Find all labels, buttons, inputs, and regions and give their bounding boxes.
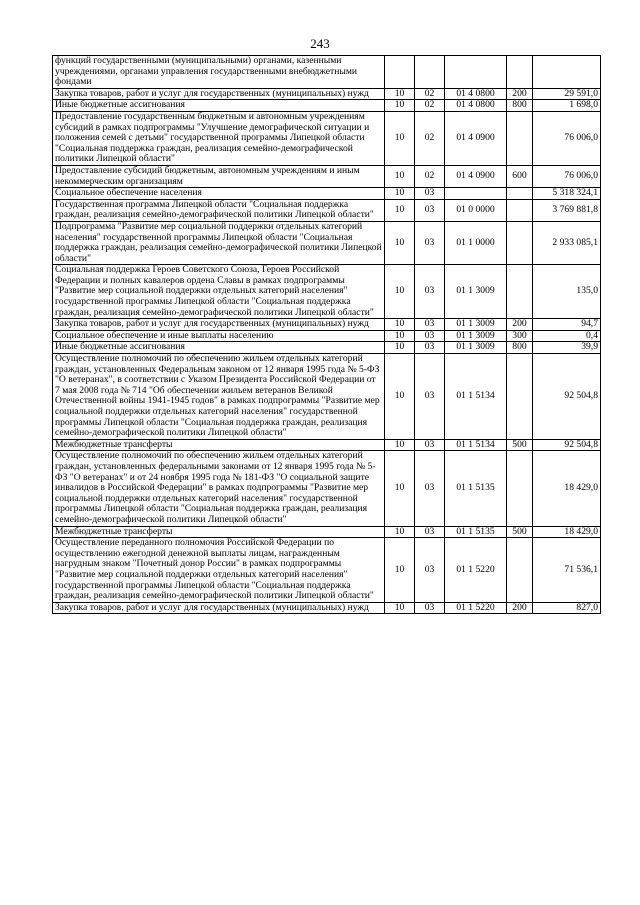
row-amount-cell: 18 429,0 — [533, 451, 601, 526]
row-subsection-cell: 02 — [415, 100, 445, 112]
row-target-article-cell: 01 1 5134 — [445, 354, 507, 440]
row-name-cell: функций государственными (муниципальными) органами, казенными учреждениями, органами управления государственными внебюджетными фондами — [53, 56, 385, 89]
table-row — [53, 265, 601, 319]
table-row — [53, 88, 601, 100]
row-expense-type-cell: 200 — [507, 602, 533, 614]
row-section-cell — [385, 56, 415, 89]
row-name-cell: Социальное обеспечение населения — [53, 188, 385, 200]
row-name-cell: Социальное обеспечение и иные выплаты населению — [53, 330, 385, 342]
row-target-article-cell: 01 4 0900 — [445, 165, 507, 187]
row-section-cell: 10 — [385, 342, 415, 354]
row-name-cell: Осуществление полномочий по обеспечению жильем отдельных категорий граждан, установленных Федеральным законом от 12 января 1995 года № 5-ФЗ "О ветеранах", в соответствии с Указом Президента Российской Федерации от 7 мая 2008 года № 714 "Об обеспечении жильем ветеранов Великой Отечественной войны 1941-1945 годов" в рамках подпрограммы "Развитие мер социальной поддержки отдельных категорий населения" государственной программы Липецкой области "Социальная поддержка граждан, реализация семейно-демографической политики Липецкой области" — [53, 354, 385, 440]
row-subsection-cell: 03 — [415, 342, 445, 354]
row-target-article-cell: 01 4 0900 — [445, 111, 507, 165]
row-subsection-cell: 03 — [415, 188, 445, 200]
table-row — [53, 354, 601, 440]
row-target-article-cell: 01 0 0000 — [445, 199, 507, 221]
row-name-cell: Осуществление полномочий по обеспечению жильем отдельных категорий граждан, установленных федеральными законами от 12 января 1995 года № 5-ФЗ "О ветеранах" и от 24 ноября 1995 года № 181-ФЗ "О социальной защите инвалидов в Российской Федерации" в рамках подпрограммы "Развитие мер социальной поддержки отдельных категорий населения" государственной программы Липецкой области "Социальная поддержка граждан, реализация семейно-демографической политики Липецкой области" — [53, 451, 385, 526]
row-expense-type-cell — [507, 56, 533, 89]
row-name-cell: Осуществление переданного полномочия Российской Федерации по осуществлению ежегодной денежной выплаты лицам, награжденным нагрудным знаком "Почетный донор России" в рамках подпрограммы "Развитие мер социальной поддержки отдельных категорий населения" государственной программы Липецкой области "Социальная поддержка граждан, реализация семейно-демографической политики Липецкой области" — [53, 538, 385, 603]
row-name-cell: Предоставление субсидий бюджетным, автономным учреждениям и иным некоммерческим организациям — [53, 165, 385, 187]
row-amount-cell: 2 933 085,1 — [533, 221, 601, 264]
row-section-cell: 10 — [385, 165, 415, 187]
row-target-article-cell — [445, 188, 507, 200]
row-target-article-cell: 01 1 5220 — [445, 602, 507, 614]
row-name-cell: Социальная поддержка Героев Советского Союза, Героев Российской Федерации и полных кавалеров ордена Славы в рамках подпрограммы "Развитие мер социальной поддержки отдельных категорий населения" государственной программы Липецкой области "Социальная поддержка граждан, реализация семейно-демографической политики Липецкой области" — [53, 265, 385, 319]
row-expense-type-cell — [507, 354, 533, 440]
table-row — [53, 56, 601, 89]
row-target-article-cell: 01 1 5134 — [445, 439, 507, 451]
row-section-cell: 10 — [385, 221, 415, 264]
row-name-cell: Закупка товаров, работ и услуг для государственных (муниципальных) нужд — [53, 602, 385, 614]
row-subsection-cell: 03 — [415, 354, 445, 440]
row-section-cell: 10 — [385, 319, 415, 331]
row-expense-type-cell: 300 — [507, 330, 533, 342]
table-row — [53, 199, 601, 221]
row-subsection-cell: 03 — [415, 538, 445, 603]
table-row — [53, 319, 601, 331]
table-row — [53, 330, 601, 342]
row-section-cell: 10 — [385, 199, 415, 221]
budget-table-body — [53, 56, 601, 614]
row-subsection-cell: 03 — [415, 221, 445, 264]
row-target-article-cell: 01 4 0800 — [445, 88, 507, 100]
row-section-cell: 10 — [385, 330, 415, 342]
row-expense-type-cell — [507, 221, 533, 264]
row-subsection-cell: 02 — [415, 111, 445, 165]
row-section-cell: 10 — [385, 354, 415, 440]
row-section-cell: 10 — [385, 188, 415, 200]
row-expense-type-cell: 200 — [507, 319, 533, 331]
row-target-article-cell: 01 1 5220 — [445, 538, 507, 603]
row-subsection-cell — [415, 56, 445, 89]
row-subsection-cell: 03 — [415, 602, 445, 614]
row-name-cell: Предоставление государственным бюджетным и автономным учреждениям субсидий в рамках подпрограммы "Улучшение демографической ситуации и положения семей с детьми" государственной программы Липецкой области "Социальная поддержка граждан, реализация семейно-демографической политики Липецкой области" — [53, 111, 385, 165]
row-expense-type-cell — [507, 538, 533, 603]
table-row — [53, 451, 601, 526]
row-subsection-cell: 03 — [415, 265, 445, 319]
row-amount-cell: 76 006,0 — [533, 165, 601, 187]
row-expense-type-cell: 500 — [507, 439, 533, 451]
row-section-cell: 10 — [385, 451, 415, 526]
row-section-cell: 10 — [385, 265, 415, 319]
row-amount-cell: 71 536,1 — [533, 538, 601, 603]
row-target-article-cell — [445, 56, 507, 89]
row-subsection-cell: 03 — [415, 330, 445, 342]
table-row — [53, 111, 601, 165]
row-section-cell: 10 — [385, 439, 415, 451]
row-target-article-cell: 01 1 3009 — [445, 342, 507, 354]
row-section-cell: 10 — [385, 88, 415, 100]
row-target-article-cell: 01 1 5135 — [445, 526, 507, 538]
row-amount-cell: 1 698,0 — [533, 100, 601, 112]
table-row — [53, 526, 601, 538]
row-target-article-cell: 01 1 3009 — [445, 319, 507, 331]
row-expense-type-cell: 800 — [507, 100, 533, 112]
row-expense-type-cell: 800 — [507, 342, 533, 354]
row-section-cell: 10 — [385, 538, 415, 603]
row-amount-cell: 5 318 324,1 — [533, 188, 601, 200]
row-expense-type-cell: 500 — [507, 526, 533, 538]
row-expense-type-cell — [507, 111, 533, 165]
row-expense-type-cell — [507, 188, 533, 200]
row-name-cell: Подпрограмма "Развитие мер социальной поддержки отдельных категорий населения" государственной программы Липецкой области "Социальная поддержка граждан, реализация семейно-демографической политики Липецкой области" — [53, 221, 385, 264]
row-name-cell: Межбюджетные трансферты — [53, 439, 385, 451]
row-target-article-cell: 01 4 0800 — [445, 100, 507, 112]
table-row — [53, 342, 601, 354]
row-name-cell: Межбюджетные трансферты — [53, 526, 385, 538]
row-amount-cell: 94,7 — [533, 319, 601, 331]
row-expense-type-cell — [507, 451, 533, 526]
table-row — [53, 538, 601, 603]
table-row — [53, 100, 601, 112]
row-amount-cell: 92 504,8 — [533, 439, 601, 451]
row-amount-cell: 135,0 — [533, 265, 601, 319]
row-section-cell: 10 — [385, 100, 415, 112]
row-amount-cell: 76 006,0 — [533, 111, 601, 165]
row-amount-cell: 39,9 — [533, 342, 601, 354]
row-expense-type-cell — [507, 199, 533, 221]
row-section-cell: 10 — [385, 526, 415, 538]
row-subsection-cell: 03 — [415, 199, 445, 221]
row-subsection-cell: 03 — [415, 319, 445, 331]
table-row — [53, 439, 601, 451]
row-target-article-cell: 01 1 3009 — [445, 330, 507, 342]
row-name-cell: Иные бюджетные ассигнования — [53, 342, 385, 354]
row-subsection-cell: 03 — [415, 526, 445, 538]
row-name-cell: Закупка товаров, работ и услуг для государственных (муниципальных) нужд — [53, 319, 385, 331]
page-number: 243 — [310, 36, 330, 51]
table-row — [53, 188, 601, 200]
table-row — [53, 602, 601, 614]
row-section-cell: 10 — [385, 111, 415, 165]
row-name-cell: Государственная программа Липецкой области "Социальная поддержка граждан, реализация семейно-демографической политики Липецкой области" — [53, 199, 385, 221]
row-expense-type-cell: 600 — [507, 165, 533, 187]
row-amount-cell: 18 429,0 — [533, 526, 601, 538]
table-row — [53, 165, 601, 187]
row-subsection-cell: 02 — [415, 88, 445, 100]
row-amount-cell: 827,0 — [533, 602, 601, 614]
row-amount-cell: 29 591,0 — [533, 88, 601, 100]
row-name-cell: Закупка товаров, работ и услуг для государственных (муниципальных) нужд — [53, 88, 385, 100]
row-name-cell: Иные бюджетные ассигнования — [53, 100, 385, 112]
row-subsection-cell: 03 — [415, 439, 445, 451]
row-subsection-cell: 02 — [415, 165, 445, 187]
row-section-cell: 10 — [385, 602, 415, 614]
row-amount-cell — [533, 56, 601, 89]
row-target-article-cell: 01 1 0000 — [445, 221, 507, 264]
row-amount-cell: 0,4 — [533, 330, 601, 342]
table-row — [53, 221, 601, 264]
row-amount-cell: 92 504,8 — [533, 354, 601, 440]
row-amount-cell: 3 769 881,8 — [533, 199, 601, 221]
row-expense-type-cell — [507, 265, 533, 319]
row-expense-type-cell: 200 — [507, 88, 533, 100]
row-target-article-cell: 01 1 3009 — [445, 265, 507, 319]
row-subsection-cell: 03 — [415, 451, 445, 526]
budget-table — [52, 55, 601, 614]
row-target-article-cell: 01 1 5135 — [445, 451, 507, 526]
